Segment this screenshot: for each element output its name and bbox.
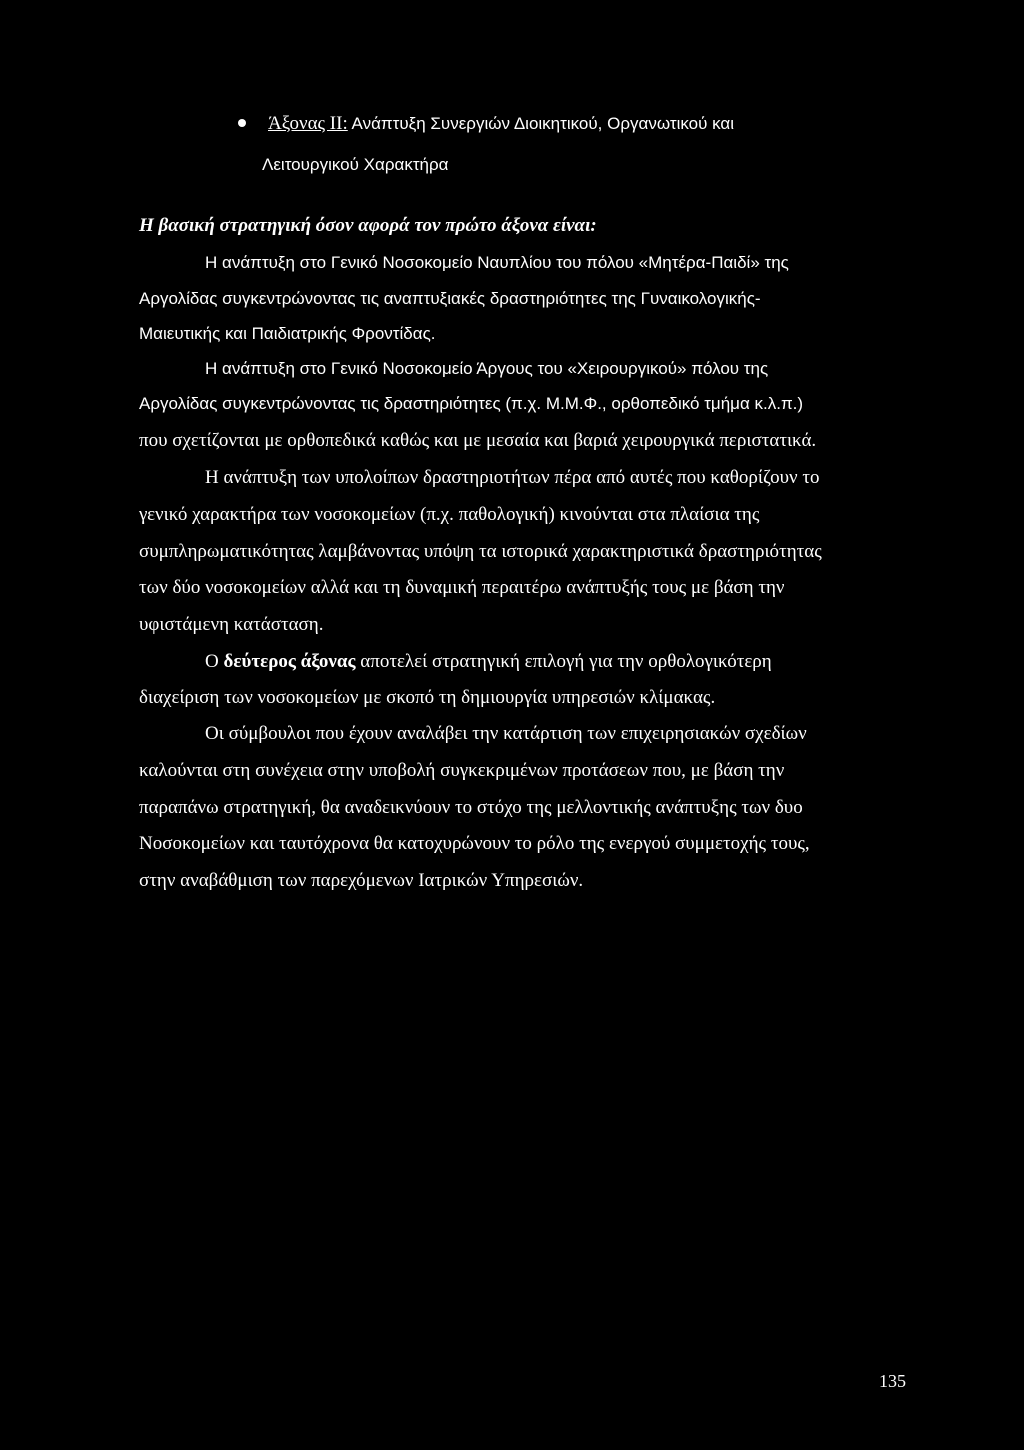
bullet-icon (238, 119, 246, 127)
paragraph5-line2: καλούνται στη συνέχεια στην υποβολή συγκεκριμένων προτάσεων που, με βάση την (139, 760, 785, 781)
paragraph3-line3: συμπληρωματικότητας λαμβάνοντας υπόψη τα ιστορικά χαρακτηριστικά δραστηριότητας (139, 541, 822, 562)
paragraph3-line5: υφιστάμενη κατάσταση. (139, 614, 324, 635)
axis-label: Άξονας ΙΙ: (268, 113, 348, 134)
paragraph4-line2: διαχείριση των νοσοκομείων με σκοπό τη δημιουργία υπηρεσιών κλίμακας. (139, 687, 716, 708)
paragraph4-suffix: αποτελεί στρατηγική επιλογή για την ορθολογικότερη (355, 651, 772, 672)
paragraph2-line2: Αργολίδας συγκεντρώνοντας τις δραστηριότητες (π.χ. Μ.Μ.Φ., ορθοπεδικό τμήμα κ.λ.π.) (139, 394, 804, 413)
paragraph5-line5: στην αναβάθμιση των παρεχόμενων Ιατρικών Υπηρεσιών. (139, 870, 584, 891)
page-number: 135 (879, 1371, 906, 1391)
paragraph2-line1: Η ανάπτυξη στο Γενικό Νοσοκομείο Άργους του «Χειρουργικού» πόλου της (205, 359, 769, 378)
paragraph5-line3: παραπάνω στρατηγική, θα αναδεικνύουν το στόχο της μελλοντικής ανάπτυξης των δυο (139, 797, 803, 818)
axis-title-line2: Λειτουργικού Χαρακτήρα (262, 155, 449, 174)
paragraph5-line4: Νοσοκομείων και ταυτόχρονα θα κατοχυρώνουν το ρόλο της ενεργού συμμετοχής τους, (139, 833, 810, 854)
paragraph3-line4: των δύο νοσοκομείων αλλά και τη δυναμική περαιτέρω ανάπτυξής τους με βάση την (139, 577, 785, 598)
paragraph2-line3: που σχετίζονται με ορθοπεδικά καθώς και με μεσαία και βαριά χειρουργικά περιστατικά. (139, 430, 817, 451)
paragraph4-line1 (205, 650, 772, 674)
paragraph3-line1: Η ανάπτυξη των υπολοίπων δραστηριοτήτων πέρα από αυτές που καθορίζουν το (205, 467, 820, 488)
paragraph5-line1: Οι σύμβουλοι που έχουν αναλάβει την κατάρτιση των επιχειρησιακών σχεδίων (205, 723, 807, 744)
paragraph3-line2: γενικό χαρακτήρα των νοσοκομείων (π.χ. παθολογική) κινούνται στα πλαίσια της (139, 504, 760, 525)
strategy-heading: Η βασική στρατηγική όσον αφορά τον πρώτο άξονα είναι: (139, 215, 597, 236)
axis-heading (238, 112, 734, 136)
second-axis-emphasis: δεύτερος άξονας (223, 651, 356, 672)
paragraph1-line1: Η ανάπτυξη στο Γενικό Νοσοκομείο Ναυπλίου του πόλου «Μητέρα-Παιδί» της (205, 253, 789, 272)
axis-title-line1: Ανάπτυξη Συνεργιών Διοικητικού, Οργανωτικού και (347, 114, 735, 133)
paragraph4-prefix: Ο (205, 651, 224, 672)
paragraph1-line2: Αργολίδας συγκεντρώνοντας τις αναπτυξιακές δραστηριότητες της Γυναικολογικής- (139, 289, 761, 308)
paragraph1-line3: Μαιευτικής και Παιδιατρικής Φροντίδας. (139, 324, 436, 343)
